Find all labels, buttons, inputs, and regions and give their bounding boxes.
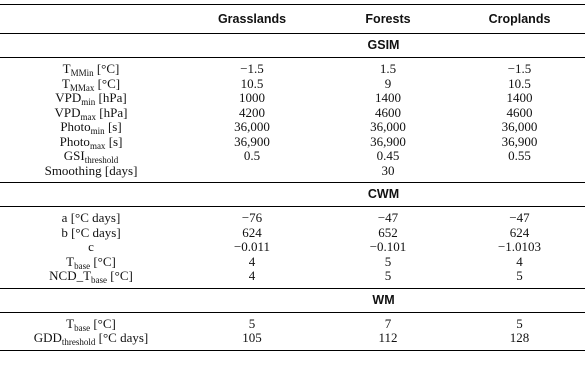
header-grasslands: Grasslands: [182, 5, 322, 34]
row-label-subscript: base: [74, 322, 91, 333]
row-label-unit: [°C]: [90, 315, 116, 331]
cell-grasslands: 4: [248, 253, 256, 269]
row-label-main: T: [62, 61, 71, 76]
row-label-subscript: max: [89, 140, 106, 151]
section-title: GSIM: [182, 34, 585, 58]
table-row: [0, 269, 585, 288]
table-row: [0, 91, 585, 106]
cell-grasslands: 5: [248, 315, 256, 331]
parameter-table: [0, 4, 585, 351]
section-spacer: [0, 183, 182, 207]
table-body: [0, 34, 585, 351]
row-label: [0, 164, 182, 183]
table-row: [0, 312, 585, 331]
row-label-main: VPD: [55, 90, 82, 105]
cell-croplands: 5: [516, 315, 523, 331]
cell-forests: 0.45: [376, 148, 400, 163]
row-label-main: T: [61, 75, 70, 91]
section-row-gsim: [0, 34, 585, 58]
cell-croplands: 10.5: [508, 75, 531, 91]
row-label: [0, 331, 182, 350]
cell-forests: 5: [384, 253, 392, 269]
row-label-main: Photo: [59, 133, 90, 149]
cell-grasslands: 4200: [239, 104, 265, 120]
row-label: [0, 255, 182, 270]
cell-croplands: −1.5: [507, 61, 532, 76]
cell-grasslands: 0.5: [243, 148, 261, 163]
row-label-main: b [°C days]: [61, 224, 121, 240]
table-row: [0, 226, 585, 241]
cell-forests: −0.101: [369, 239, 407, 254]
row-label-main: c: [88, 239, 94, 254]
cell-croplands: 36,000: [501, 119, 538, 134]
cell-forests: 112: [322, 331, 454, 350]
row-label-subscript: MMax: [69, 82, 95, 93]
table-row: [0, 255, 585, 270]
row-label: [0, 312, 182, 331]
row-label-subscript: min: [90, 126, 105, 136]
row-label-subscript: threshold: [61, 337, 96, 347]
section-row-cwm: [0, 183, 585, 207]
header-croplands: Croplands: [454, 5, 585, 34]
cell-grasslands: 36,900: [234, 133, 270, 149]
cell-croplands: 36,900: [501, 133, 538, 149]
header-parameter: [0, 5, 182, 34]
cell-forests: 36,900: [370, 133, 406, 149]
section-title: WM: [182, 288, 585, 312]
table-row: [0, 240, 585, 255]
row-label-unit: [°C]: [94, 75, 121, 91]
row-label-subscript: base: [91, 275, 108, 285]
cell-forests: 5: [384, 268, 392, 283]
cell-croplands: 1400: [506, 90, 533, 105]
cell-croplands: 4600: [506, 104, 533, 120]
table-row: [0, 106, 585, 121]
cell-croplands: 128: [454, 331, 585, 350]
cell-grasslands: −1.5: [240, 61, 264, 76]
row-label: [0, 269, 182, 288]
cell-grasslands: −0.011: [233, 239, 271, 254]
table-row: [0, 331, 585, 350]
row-label: [0, 58, 182, 77]
table-row: [0, 58, 585, 77]
row-label: [0, 77, 182, 92]
row-label-main: VPD: [54, 104, 81, 120]
cell-croplands: −47: [509, 210, 530, 225]
cell-grasslands: [182, 164, 322, 183]
row-label-unit: [°C]: [93, 61, 120, 76]
row-label-unit: [°C]: [107, 268, 133, 283]
row-label-subscript: threshold: [84, 155, 119, 165]
row-label-unit: [°C]: [90, 253, 116, 269]
cell-forests: 1.5: [379, 61, 397, 76]
row-label: [0, 120, 182, 135]
row-label: [0, 106, 182, 121]
table-row: [0, 164, 585, 183]
cell-forests: 9: [384, 75, 392, 91]
cell-forests: 652: [378, 224, 398, 240]
row-label-main: NCD_T: [49, 268, 92, 283]
row-label: [0, 207, 182, 226]
table-row: [0, 120, 585, 135]
cell-grasslands: 4: [248, 268, 256, 283]
cell-grasslands: 36,000: [234, 119, 270, 134]
section-spacer: [0, 288, 182, 312]
cell-forests: 36,000: [370, 119, 406, 134]
row-label-subscript: MMin: [70, 68, 94, 78]
row-label-main: T: [66, 253, 75, 269]
cell-croplands: [454, 164, 585, 183]
row-label-unit: [s]: [104, 119, 122, 134]
cell-grasslands: 1000: [239, 90, 265, 105]
row-label: [0, 135, 182, 150]
section-spacer: [0, 34, 182, 58]
cell-forests: 4600: [375, 104, 401, 120]
cell-grasslands: 624: [242, 224, 262, 240]
row-label-unit: [hPa]: [96, 104, 128, 120]
row-label-unit: [°C days]: [95, 330, 149, 345]
cell-croplands: 4: [516, 253, 523, 269]
cell-grasslands: 105: [182, 331, 322, 350]
section-title: CWM: [182, 183, 585, 207]
table-row: [0, 149, 585, 164]
header-row: [0, 5, 585, 34]
cell-forests: 30: [381, 162, 395, 178]
cell-croplands: 5: [516, 268, 523, 283]
row-label-subscript: base: [74, 260, 91, 271]
row-label: [0, 226, 182, 241]
cell-croplands: 0.55: [508, 148, 531, 163]
cell-croplands: 624: [509, 224, 530, 240]
table-row: [0, 135, 585, 150]
cell-forests: 1400: [375, 90, 401, 105]
row-label-unit: [s]: [105, 133, 123, 149]
row-label-unit: [hPa]: [95, 90, 127, 105]
row-label: [0, 240, 182, 255]
section-row-wm: [0, 288, 585, 312]
row-label-main: GDD: [33, 330, 62, 345]
row-label: [0, 91, 182, 106]
row-label-subscript: max: [80, 111, 97, 122]
row-label-main: Photo: [60, 119, 91, 134]
row-label-main: Smoothing [days]: [44, 162, 138, 178]
cell-grasslands: 10.5: [240, 75, 264, 91]
cell-forests: 7: [384, 315, 392, 331]
row-label-subscript: min: [81, 97, 96, 107]
row-label: [0, 149, 182, 164]
row-label-main: GSI: [63, 148, 85, 163]
cell-croplands: −1.0103: [497, 239, 542, 254]
cell-forests: −47: [377, 210, 399, 225]
table-row: [0, 77, 585, 92]
header-forests: Forests: [322, 5, 454, 34]
row-label-main: T: [66, 315, 75, 331]
cell-grasslands: −76: [241, 210, 263, 225]
table-row: [0, 207, 585, 226]
row-label-main: a [°C days]: [61, 210, 121, 225]
